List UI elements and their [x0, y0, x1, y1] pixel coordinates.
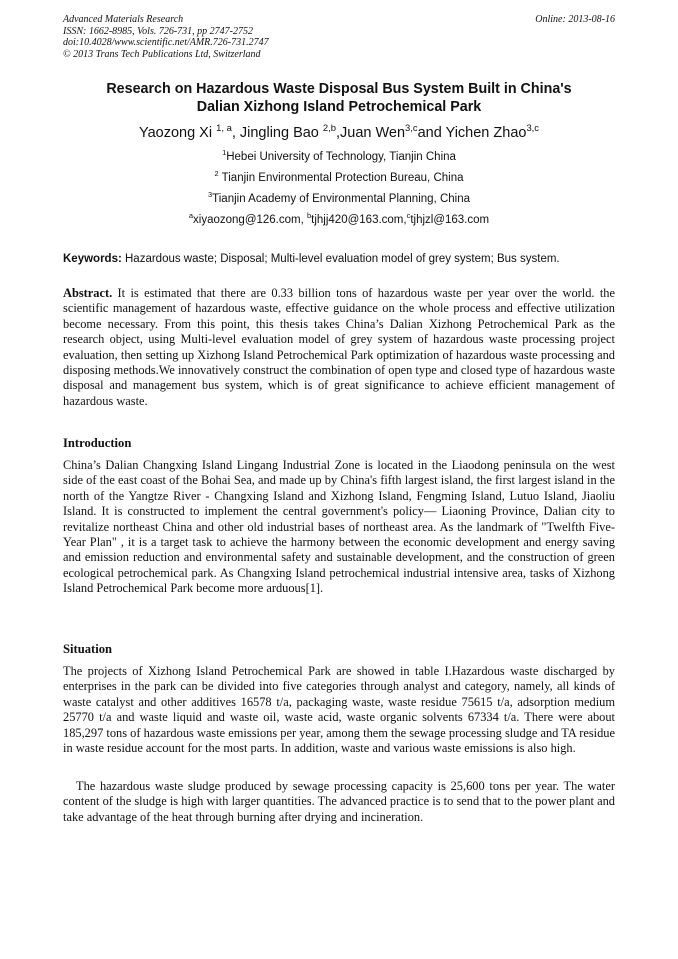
introduction-paragraph: China’s Dalian Changxing Island Lingang Industrial Zone is located in the Liaodong peninsula on the west side of the east coast of the Bohai Sea, and made up by China's fifth largest island, the first largest island in the north of the Yangtze River - Changxing Island and Xizhong Island, Fengming Island, Lutuo Island, Jiaoliu Island. It is constructed to implement the central government's policy— Liaoning Province, Dalian city to revitalize northeast China and other old industrial bases of northeast area. As the landmark of "Twelfth Five-Year Plan" , it is a target task to achieve the harmony between the economic development and energy saving and emission reduction and environmental safety and sustainable development, and the construction of green ecological petrochemical park. As Changxing Island petrochemical industrial intensive area, tasks of Xizhong Island Petrochemical Park become more arduous[1]. [63, 458, 615, 596]
affiliation-3-sup: 3 [208, 190, 213, 200]
author-2-sup: 2,b [322, 122, 336, 134]
situation-paragraph-2: The hazardous waste sludge produced by sewage processing capacity is 25,600 tons per year. The water content of the sludge is high with larger quantities. The advanced practice is to send that to the power plant and take advantage of the heat through burning after drying and incineration. [63, 779, 615, 824]
affiliation-2-sup: 2 [214, 169, 219, 179]
author-list [63, 124, 615, 142]
email-b-sup: b [307, 211, 312, 221]
author-2: , Jingling Bao [231, 125, 319, 141]
abstract-label: Abstract. [63, 286, 113, 300]
title-line-2: Dalian Xizhong Island Petrochemical Park [196, 99, 482, 115]
abstract-text: It is estimated that there are 0.33 billion tons of hazardous waste per year over the world. the scientific management of hazardous waste, effective guidance on the whole process and effective utilization become necessary. From this point, this thesis takes China’s Dalian Xizhong Petrochemical Park as the research object, using Multi-level evaluation model of grey system of hazardous waste processing project evaluation, then setting up Xizhong Island Petrochemical Park optimization of hazardous waste processing and disposing methods.We innovatively construct the combination of open type and closed type of hazardous waste disposal and management bus system, which is of great significance to achieve efficient management of hazardous waste. [63, 286, 615, 408]
journal-name: Advanced Materials Research [63, 14, 184, 25]
author-3: ,Juan Wen [335, 125, 406, 141]
affiliation-1-text: Hebei University of Technology, Tianjin China [226, 151, 456, 163]
email-line [63, 213, 615, 227]
email-a-sup: a [188, 211, 194, 221]
author-3-sup: 3,c [405, 122, 418, 134]
situation-paragraph-1: The projects of Xizhong Island Petrochemical Park are showed in table I.Hazardous waste discharged by enterprises in the park can be divided into five categories through analyst and category, namely, all kinds of waste catalyst and other additives 16578 t/a, packaging waste, waste residue 75615 t/a, adsorption medium 25770 t/a and waste liquid and waste oil, waste acid, waste organic solvents 67334 t/a. There were about 185,297 tons of hazardous waste emissions per year, among them the sewage processing sludge and TA residue in waste residue account for the most parts. In addition, waste and various waste emissions is also high. [63, 664, 615, 756]
paper-title [63, 80, 615, 116]
affiliation-2 [63, 171, 615, 185]
keywords [63, 252, 615, 266]
journal-header [63, 14, 615, 60]
title-line-1: Research on Hazardous Waste Disposal Bus System Built in China's [106, 81, 572, 97]
doi-line: doi:10.4028/www.scientific.net/AMR.726-731.2747 [63, 37, 269, 48]
affiliation-3-text: Tianjin Academy of Environmental Planning, China [212, 193, 470, 205]
keywords-label: Keywords: [63, 253, 122, 265]
affiliation-1-sup: 1 [222, 148, 227, 158]
email-c: tjhjzl@163.com [410, 214, 490, 226]
affiliation-1 [63, 150, 615, 164]
email-b: tjhjj420@163.com, [311, 214, 407, 226]
abstract [63, 286, 615, 409]
online-date: Online: 2013-08-16 [535, 14, 615, 25]
author-4: and Yichen Zhao [417, 125, 527, 141]
introduction-heading: Introduction [63, 436, 132, 450]
copyright-line: © 2013 Trans Tech Publications Ltd, Switzerland [63, 48, 261, 60]
situation-heading: Situation [63, 642, 112, 656]
author-1: Yaozong Xi [138, 125, 213, 141]
keywords-text: Hazardous waste; Disposal; Multi-level evaluation model of grey system; Bus system. [121, 253, 560, 265]
affiliation-2-text: Tianjin Environmental Protection Bureau, China [218, 172, 464, 184]
author-4-sup: 3,c [526, 122, 540, 134]
author-1-sup: 1, a [216, 122, 232, 134]
email-c-sup: c [406, 211, 411, 221]
issn-line: ISSN: 1662-8985, Vols. 726-731, pp 2747-2752 [63, 25, 253, 37]
affiliation-3 [63, 192, 615, 206]
email-a: xiyaozong@126.com, [193, 214, 307, 226]
